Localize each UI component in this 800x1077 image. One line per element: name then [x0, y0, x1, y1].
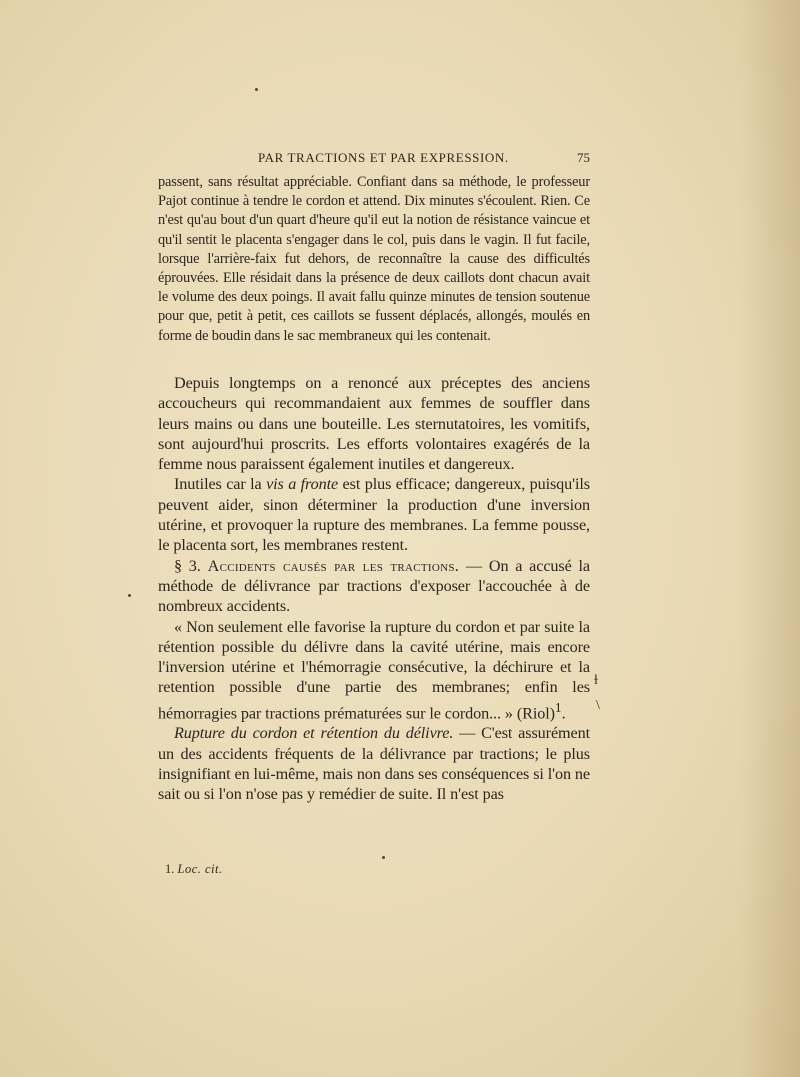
paragraph-rupture-text: — C'est assurément un des accidents fréquents de la délivrance par tractions; le plus insignifiant en lui-même, mais non dans ses conséquences si l'on ne sait ou si l'on n'ose pas y remédier de suite. Il n'est pas	[158, 724, 590, 804]
section-3-paragraph	[158, 556, 590, 617]
page-number: 75	[577, 150, 590, 165]
footnote-number: 1.	[165, 862, 178, 876]
quoted-case-block	[158, 173, 590, 346]
paragraph-inutiles-start: Inutiles car la	[174, 475, 267, 494]
footnote-reference: 1	[554, 699, 562, 715]
paragraph-preceptes: Depuis longtemps on a renoncé aux préceptes des anciens accoucheurs qui recommandaient aux femmes de souffler dans leurs mains ou dans une bouteille. Les sternutatoires, les vomitifs, sont aujourd'hui proscrits. Les efforts volontaires exagérés de la femme nous paraissent également inutiles et dangereux.	[158, 374, 590, 474]
vis-a-fronte-term: vis a fronte	[266, 475, 339, 494]
paragraph-inutiles-rest: est plus efficace; dangereux, puisqu'ils peuvent aider, sinon déterminer la production d'une inversion utérine, et provoquer la rupture des membranes. La femme pousse, le placenta sort, les membranes restent.	[158, 475, 590, 555]
footnote-text: Loc. cit.	[177, 862, 223, 876]
quoted-case-paragraph: passent, sans résultat appréciable. Confiant dans sa méthode, le professeur Pajot continue à tendre le cordon et attend. Dix minutes s'écoulent. Rien. Ce n'est qu'au bout d'un quart d'heure qu'il eut la notion de résistance vaincue et qu'il sentit le placenta s'engager dans le col, puis dans le vagin. Il fut facile, lorsque l'arrière-faix fut dehors, de reconnaître la cause des difficultés éprouvées. Elle résidait dans la présence de deux caillots dont chacun avait le volume des deux poings. Il avait fallu quinze minutes de tension soutenue pour que, petit à petit, ces caillots se fussent déplacés, allongés, moulés en forme de boudin dans le sac membraneux qui les contenait.	[158, 174, 590, 344]
section-number: § 3.	[174, 556, 208, 575]
paper-speck	[128, 594, 131, 597]
main-text	[158, 373, 590, 805]
page-edge-shadow	[740, 0, 800, 1077]
paragraph-inutiles	[158, 474, 590, 555]
section-heading: Accidents causés par les tractions.	[207, 556, 460, 575]
running-head: PAR TRACTIONS ET PAR EXPRESSION.	[258, 150, 509, 165]
section-3-text: — On a accusé la méthode de délivrance par tractions d'exposer l'accouchée à de nombreux accidents.	[158, 556, 590, 616]
paper-speck	[255, 88, 258, 91]
riol-quotation-end: .	[561, 704, 566, 723]
paper-speck	[382, 856, 385, 859]
footnote	[165, 862, 223, 877]
paragraph-rupture	[158, 723, 590, 804]
riol-quotation-text: « Non seulement elle favorise la rupture du cordon et par suite la rétention possible du délivre dans la cavité utérine, mais encore l'inversion utérine et l'hémorragie consécutive, la déchirure et la retention possible d'une partie des membranes; enfin les hémorragies par tractions prématurées sur le cordon... » (Riol)	[158, 617, 590, 723]
riol-quotation	[158, 617, 590, 724]
margin-tick-mark: \	[596, 698, 600, 713]
rupture-heading: Rupture du cordon et rétention du délivre.	[174, 724, 454, 743]
margin-correction-mark: ɫ	[594, 673, 598, 688]
page-header	[158, 150, 590, 168]
